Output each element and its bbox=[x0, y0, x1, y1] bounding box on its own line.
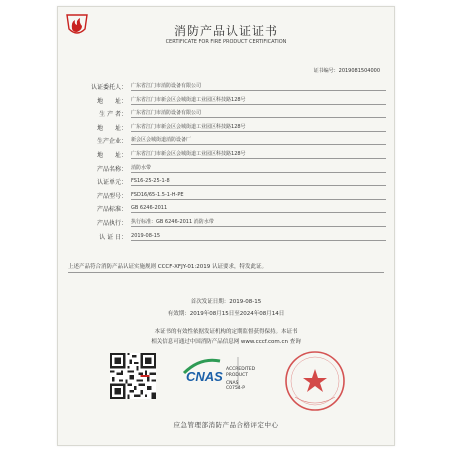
field-row: 产品执行 ： 执行标准：GB 6246-2011 消防水带 bbox=[66, 218, 386, 227]
certificate-title: 消防产品认证证书 bbox=[173, 24, 278, 38]
field-label: 认证单元 bbox=[96, 179, 121, 187]
field-label: 认 证 日 bbox=[99, 233, 121, 241]
field-value: 消防水带 bbox=[131, 164, 386, 173]
field-value: GB 6246-2011 bbox=[131, 204, 386, 213]
field-row: 产品标准 ： GB 6246-2011 bbox=[66, 204, 386, 213]
field-value: 广东省江门市消防设备有限公司 bbox=[131, 109, 386, 118]
svg-text:CNAS: CNAS bbox=[186, 369, 223, 384]
notice-line-1: 本证书的有效性依据发证机构的定期监督获得保持。本证书 bbox=[154, 329, 298, 335]
field-label: 产品标准 bbox=[96, 206, 121, 214]
cnas-accredited-label: ACCREDITED bbox=[226, 367, 256, 372]
cnas-logo-icon bbox=[180, 353, 248, 407]
field-label: 生 产 者 bbox=[99, 111, 121, 119]
field-value: 2019-08-15 bbox=[131, 232, 386, 241]
notice-line-2: 相关信息可通过中国消防产品信息网 www.cccf.com.cn 查询 bbox=[151, 339, 301, 345]
certificate-number: 证书编号：2019081504000 bbox=[313, 68, 380, 74]
field-row: 生产企业 ： 新会区会城街道消防设备厂 bbox=[66, 136, 386, 145]
field-label: 地 址 bbox=[96, 97, 121, 105]
official-seal-icon bbox=[283, 349, 347, 413]
first-issue-date: 首次发证日期：2019-08-15 bbox=[190, 299, 262, 305]
field-value: FS16-25-25-1-8 bbox=[131, 177, 386, 186]
cnas-code: CNAS C0754-P bbox=[226, 381, 245, 391]
field-label: 产品型号 bbox=[96, 192, 121, 200]
statement-text: 上述产品符合消防产品认证实施规则 CCCF-XFJY-01:2019 认证要求，特发此证。 bbox=[68, 262, 384, 273]
field-row: 产品名称 ： 消防水带 bbox=[66, 164, 386, 173]
field-label: 生产企业 bbox=[96, 138, 121, 146]
field-label: 产品名称 bbox=[96, 165, 121, 173]
certificate-fields bbox=[66, 82, 386, 245]
field-row: 地 址 ： 广东省江门市新会区会城街道工业园区科技路128号 bbox=[66, 150, 386, 159]
field-label: 产品执行 bbox=[96, 219, 121, 227]
validity-period: 有效期：2019年08月15日至2024年08月14日 bbox=[167, 311, 285, 317]
field-row: 产品型号 ： FSD16/65-1.5-1-H-PE bbox=[66, 191, 386, 200]
certificate-subtitle: CERTIFICATE FOR FIRE PRODUCT CERTIFICATION bbox=[165, 39, 287, 45]
field-row: 地 址 ： 广东省江门市新会区会城街道工业园区科技路128号 bbox=[66, 96, 386, 105]
field-value: FSD16/65-1.5-1-H-PE bbox=[131, 191, 386, 200]
certificate-page bbox=[57, 6, 395, 446]
field-value: 广东省江门市新会区会城街道工业园区科技路128号 bbox=[131, 150, 386, 159]
qr-code-icon bbox=[110, 353, 156, 399]
field-value: 广东省江门市新会区会城街道工业园区科技路128号 bbox=[131, 96, 386, 105]
cnas-accreditation-mark bbox=[180, 353, 256, 407]
field-label: 认证委托人 bbox=[90, 84, 121, 91]
conformity-statement bbox=[68, 262, 384, 273]
field-row: 生 产 者 ： 广东省江门市消防设备有限公司 bbox=[66, 109, 386, 118]
field-value: 广东省江门市新会区会城街道工业园区科技路128号 bbox=[131, 123, 386, 132]
field-value: 广东省江门市消防设备有限公司 bbox=[131, 82, 386, 91]
field-value: 新会区会城街道消防设备厂 bbox=[131, 136, 386, 145]
field-row: 地 址 ： 广东省江门市新会区会城街道工业园区科技路128号 bbox=[66, 123, 386, 132]
validity-notice bbox=[68, 327, 384, 347]
field-row: 认证单元 ： FS16-25-25-1-8 bbox=[66, 177, 386, 186]
field-value: 执行标准：GB 6246-2011 消防水带 bbox=[131, 218, 386, 227]
field-row: 认 证 日 ： 2019-08-15 bbox=[66, 232, 386, 241]
field-label: 地 址 bbox=[96, 151, 121, 159]
field-row: 认证委托人 ： 广东省江门市消防设备有限公司 bbox=[66, 82, 386, 91]
issuing-authority: 应急管理部消防产品合格评定中心 bbox=[173, 421, 279, 429]
field-label: 地 址 bbox=[96, 124, 121, 132]
cnas-product-label: PRODUCT bbox=[226, 373, 249, 378]
